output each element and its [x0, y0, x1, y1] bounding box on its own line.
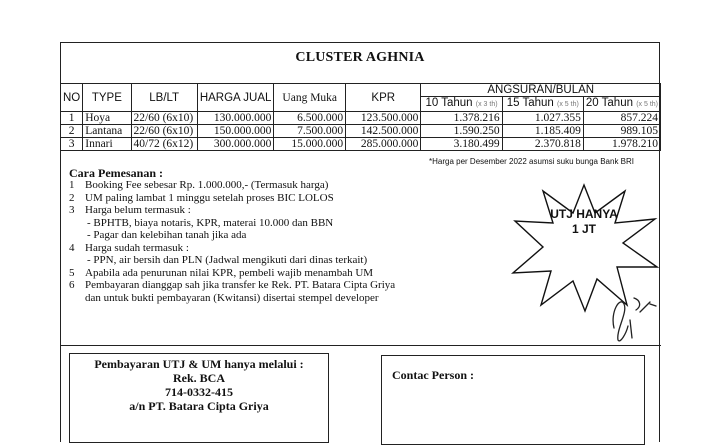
price-footnote: *Harga per Desember 2022 asumsi suku bunga Bank BRI	[429, 157, 634, 166]
table-row	[61, 138, 661, 151]
cell-a15: 1.185.409	[502, 125, 583, 138]
col-kpr: KPR	[346, 84, 421, 112]
page-title: CLUSTER AGHNIA	[295, 50, 425, 65]
contact-person-box	[381, 355, 645, 445]
cell-lblt: 40/72 (6x12)	[131, 138, 197, 151]
cell-type: Hoya	[83, 112, 131, 125]
cell-a10: 3.180.499	[421, 138, 502, 151]
cara-pemesanan-title: Cara Pemesanan :	[69, 166, 163, 180]
contact-person-label: Contac Person :	[392, 368, 474, 382]
cell-no: 3	[61, 138, 83, 151]
price-table	[60, 83, 661, 151]
col-uang-muka: Uang Muka	[274, 84, 346, 112]
utj-badge-line2: 1 JT	[571, 222, 596, 236]
section-divider	[60, 345, 661, 346]
col-10-tahun: 10 Tahun (x 3 th)	[421, 97, 502, 112]
cell-harga: 300.000.000	[197, 138, 274, 151]
col-15-tahun: 15 Tahun (x 5 th)	[502, 97, 583, 112]
col-no: NO	[61, 84, 83, 112]
cell-a15: 1.027.355	[502, 112, 583, 125]
cell-kpr: 123.500.000	[346, 112, 421, 125]
cell-kpr: 285.000.000	[346, 138, 421, 151]
cell-harga: 130.000.000	[197, 112, 274, 125]
cell-a15: 2.370.818	[502, 138, 583, 151]
cell-lblt: 22/60 (6x10)	[131, 125, 197, 138]
payment-account-holder: a/n PT. Batara Cipta Griya	[129, 399, 269, 413]
utj-badge-text	[509, 207, 659, 237]
payment-bank: Rek. BCA	[172, 371, 225, 385]
cell-um: 6.500.000	[274, 112, 346, 125]
col-20-tahun: 20 Tahun (x 5 th)	[583, 97, 660, 112]
cell-no: 1	[61, 112, 83, 125]
utj-badge-line1: UTJ HANYA	[550, 207, 618, 221]
cell-lblt: 22/60 (6x10)	[131, 112, 197, 125]
payment-info-box	[69, 353, 329, 443]
cell-harga: 150.000.000	[197, 125, 274, 138]
cell-a20: 989.105	[583, 125, 660, 138]
col-type: TYPE	[83, 84, 131, 112]
cell-a20: 857.224	[583, 112, 660, 125]
col-lblt: LB/LT	[131, 84, 197, 112]
col-angsuran: ANGSURAN/BULAN	[421, 84, 661, 97]
payment-account-number: 714-0332-415	[165, 385, 233, 399]
cell-um: 15.000.000	[274, 138, 346, 151]
cell-um: 7.500.000	[274, 125, 346, 138]
table-row	[61, 112, 661, 125]
cell-no: 2	[61, 125, 83, 138]
cell-a10: 1.590.250	[421, 125, 502, 138]
cell-a20: 1.978.210	[583, 138, 660, 151]
cell-type: Lantana	[83, 125, 131, 138]
price-sheet: CLUSTER AGHNIA NO TYPE LB/LT HARGA JUAL Uang Muka KPR ANGSURAN/BULAN 10 Tahun (x 3 th) 15 Tahun (x 5 th) 20 Tahun (x 5 th) 1 Hoya 22/60 (6x10) 130.000.000 6.500.000 123.500.000 1.378.216 1.027.355 857.224 2 Lantana 22/60 (6x10) 150.000.000 7.500.000 142.500.000 1.590.250 1.185.409 989.105 3 Innari 40/72 (6x12) 300.000.000 15.000.000 285.000.000 3.180.499 2.370.818 1.978.210 *Harga per Desember 2022 asumsi suku bunga Bank BRI Cara Pemesanan : 1 Booking Fee sebesar Rp. 1.000.000,- (Termasuk harga) 2 UM paling lambat 1 minggu setelah proses BIC LOLOS 3 Harga belum termasuk : - BPHTB, biaya notaris, KPR, materai 10.000 dan BBN - Pagar dan kelebihan tanah jika ada 4 Harga sudah termasuk : - PPN, air bersih dan PLN (Jadwal mengikuti dari dinas terkait) 5 Apabila ada penurunan nilai KPR, pembeli wajib menambah UM 6 Pembayaran dianggap sah jika transfer ke Rek. PT. Batara Cipta Griya dan untuk bukti pembayaran (Kwitansi) disertai stempel developer UTJ HANYA 1 JT Pembayaran UTJ & UM hanya melalui : Rek. BCA 714-0332-415 a/n PT. Batara Cipta Griya Contac Person :	[60, 42, 660, 442]
cell-kpr: 142.500.000	[346, 125, 421, 138]
cell-a10: 1.378.216	[421, 112, 502, 125]
cell-type: Innari	[83, 138, 131, 151]
signature	[606, 290, 666, 345]
col-harga-jual: HARGA JUAL	[197, 84, 274, 112]
table-row	[61, 125, 661, 138]
payment-instruction: Pembayaran UTJ & UM hanya melalui :	[94, 357, 304, 371]
